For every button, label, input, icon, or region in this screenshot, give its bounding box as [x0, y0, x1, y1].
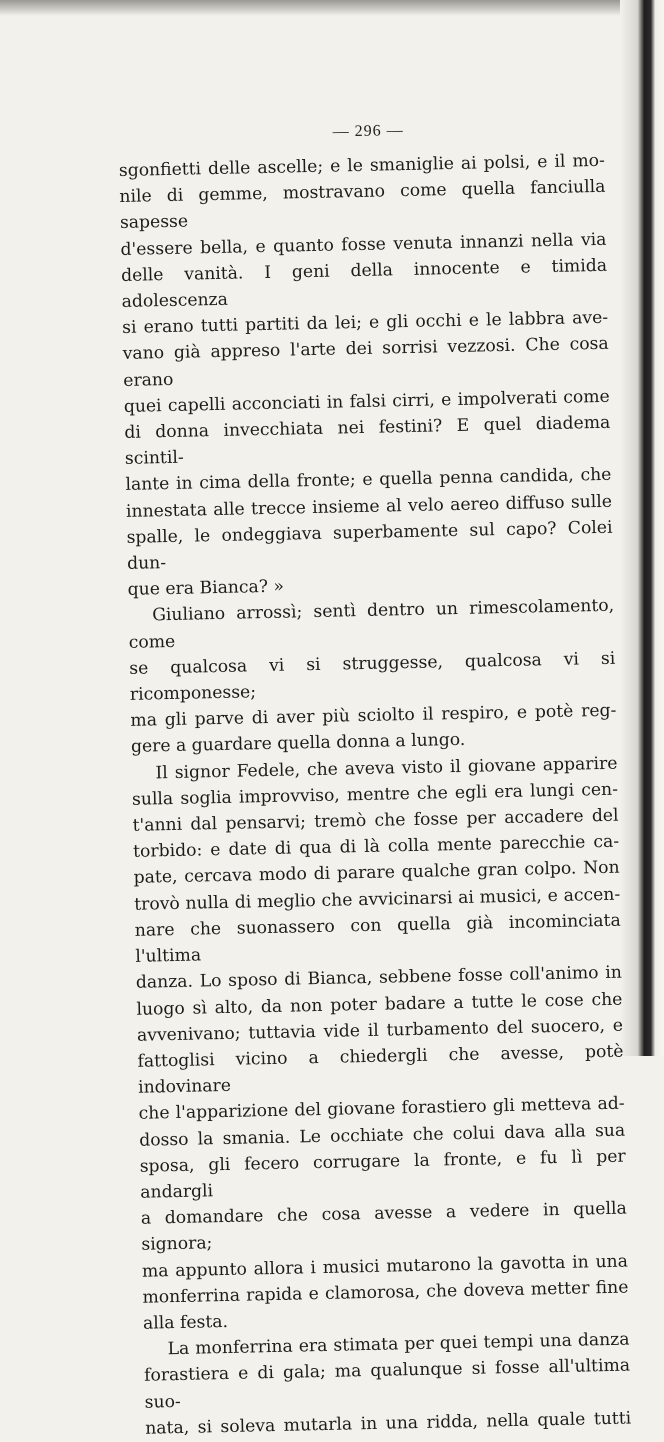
text-line: alla festa. [142, 1311, 229, 1334]
book-binding-edge [620, 0, 664, 1056]
text-line: delle vanità. I geni della innocente e timida adolescenza [120, 255, 608, 312]
text-line: ma appunto allora i musici mutarono la gavotta in una [141, 1251, 629, 1282]
text-line: innestata alle trecce insieme al velo aereo diffuso sulle [125, 491, 613, 522]
text-line: sulla soglia improvviso, mentre che egli era lungi cen- [131, 779, 619, 810]
text-line: fattoglisi vicino a chiedergli che avesse, potè indovinare [137, 1041, 624, 1098]
text-line: si erano tutti partiti da lei; e gli occhi e le labbra ave- [121, 307, 609, 339]
text-line: danza. Lo sposo di Bianca, sebbene fosse coll'animo in [135, 962, 623, 994]
text-line: pate, cercava modo di parare qualche gran colpo. Non [133, 858, 620, 889]
text-line: que era Bianca? » [127, 576, 285, 601]
text-line: nata, si soleva mutarla in una ridda, nella quale tutti [145, 1408, 632, 1439]
text-line: a domandare che cosa avesse a vedere in quella signora; [140, 1198, 627, 1256]
text-line: sposa, gli fecero corrugare la fronte, e fu lì per andargli [139, 1146, 626, 1203]
text-line: t'anni dal pensarvi; tremò che fosse per accadere del [132, 805, 619, 836]
text-line: dosso la smania. Le occhiate che colui dava alla sua [138, 1120, 626, 1151]
text-line: sgonfietti delle ascelle; e le smaniglie ai polsi, e il mo- [118, 150, 606, 181]
text-line: torbido: e date di qua di là colla mente parecchie ca- [132, 831, 620, 863]
text-line: se qualcosa vi si struggesse, qualcosa vi si ricomponesse; [129, 648, 616, 705]
text-line: monferrina rapida e clamorosa, che doveva metter fine [142, 1277, 629, 1308]
page-top-shadow [0, 0, 664, 16]
text-line: spalle, le ondeggiava superbamente sul capo? Colei dun- [126, 517, 613, 574]
text-line: La monferrina era stimata per quei tempi una danza [167, 1329, 630, 1360]
text-line: d'essere bella, e quanto fosse venuta innanzi nella via [120, 229, 607, 260]
text-line: luogo sì alto, da non poter badare a tutte le cose che [136, 989, 623, 1020]
body-text [119, 148, 632, 1442]
text-line: quei capelli acconciati in falsi cirri, e impolverati come [123, 386, 610, 417]
text-line: di donna invecchiata nei festini? E quel diadema scintil- [124, 412, 611, 470]
text-line: nare che suonassero con quella già incominciata l'ultima [134, 910, 621, 967]
text-line: vano già appreso l'arte dei sorrisi vezzosi. Che cosa erano [122, 334, 609, 391]
text-line: trovò nulla di meglio che avvicinarsi ai musici, e accen- [134, 884, 621, 915]
text-line: avvenivano; tuttavia vide il turbamento del suocero, e [136, 1015, 624, 1046]
page-number: — 296 — [332, 122, 404, 141]
text-line: ma gli parve di aver più sciolto il respiro, e potè reg- [130, 700, 617, 732]
text-line: forastiera e di gala; ma qualunque si fosse all'ultima suo- [143, 1355, 631, 1413]
text-line: Il signor Fedele, che aveva visto il giovane apparire [155, 753, 618, 784]
text-line: Giuliano arrossì; sentì dentro un rimescolamento, come [128, 596, 615, 653]
book-page [118, 118, 631, 1442]
text-line: lante in cima della fronte; e quella penna candida, che [125, 465, 612, 496]
text-line: nile di gemme, mostravano come quella fanciulla sapesse [119, 177, 606, 234]
text-line: gere a guardare quella donna a lungo. [130, 730, 466, 758]
text-line: che l'apparizione del giovane forastiero gli metteva ad- [138, 1093, 625, 1125]
